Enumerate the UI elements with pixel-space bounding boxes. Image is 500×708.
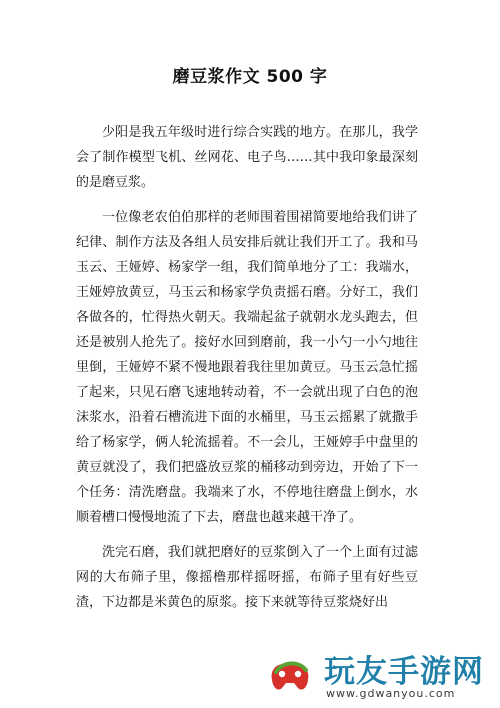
document-title: 磨豆浆作文 500 字 [172,67,328,87]
watermark-url: www.gdwanyou.com [326,687,456,700]
paragraph: 洗完石磨，我们就把磨好的豆浆倒入了一个上面有过滤网的大布筛子里，像摇橹那样摇呀摇，布筛子里有好些豆渣，下边都是米黄色的原浆。接下来就等待豆浆烧好出 [76,545,418,610]
paragraph: 少阳是我五年级时进行综合实践的地方。在那儿，我学会了制作模型飞机、丝网花、电子鸟……其中我印象最深刻的是磨豆浆。 [76,125,418,190]
site-watermark [252,638,500,708]
watermark-site-name: 玩友手游网 [324,654,484,690]
game-controller-logo-icon [264,650,316,698]
paragraph: 一位像老农伯伯那样的老师围着围裙简要地给我们讲了纪律、制作方法及各组人员安排后就让我们开工了。我和马玉云、王娅婷、杨家学一组，我们简单地分了工：我端水，王娅婷放黄豆，马玉云和杨家学负责摇石磨。分好工，我们各做各的，忙得热火朝天。我端起盆子就朝水龙头跑去，但还是被别人抢先了。接好水回到磨前，我一小勺一小勺地往里倒，王娅婷不紧不慢地跟着我往里加黄豆。马玉云急忙摇了起来，只见石磨飞速地转动着，不一会就出现了白色的泡沫浆水，沿着石槽流进下面的水桶里，马玉云摇累了就撒手给了杨家学，俩人轮流摇着。不一会儿，王娅婷手中盘里的黄豆就没了，我们把盛放豆浆的桶移动到旁边，开始了下一个任务：清洗磨盘。我端来了水，不停地往磨盘上倒水，水顺着槽口慢慢地流了下去，磨盘也越来越干净了。 [76,210,418,525]
document-body [76,120,418,625]
